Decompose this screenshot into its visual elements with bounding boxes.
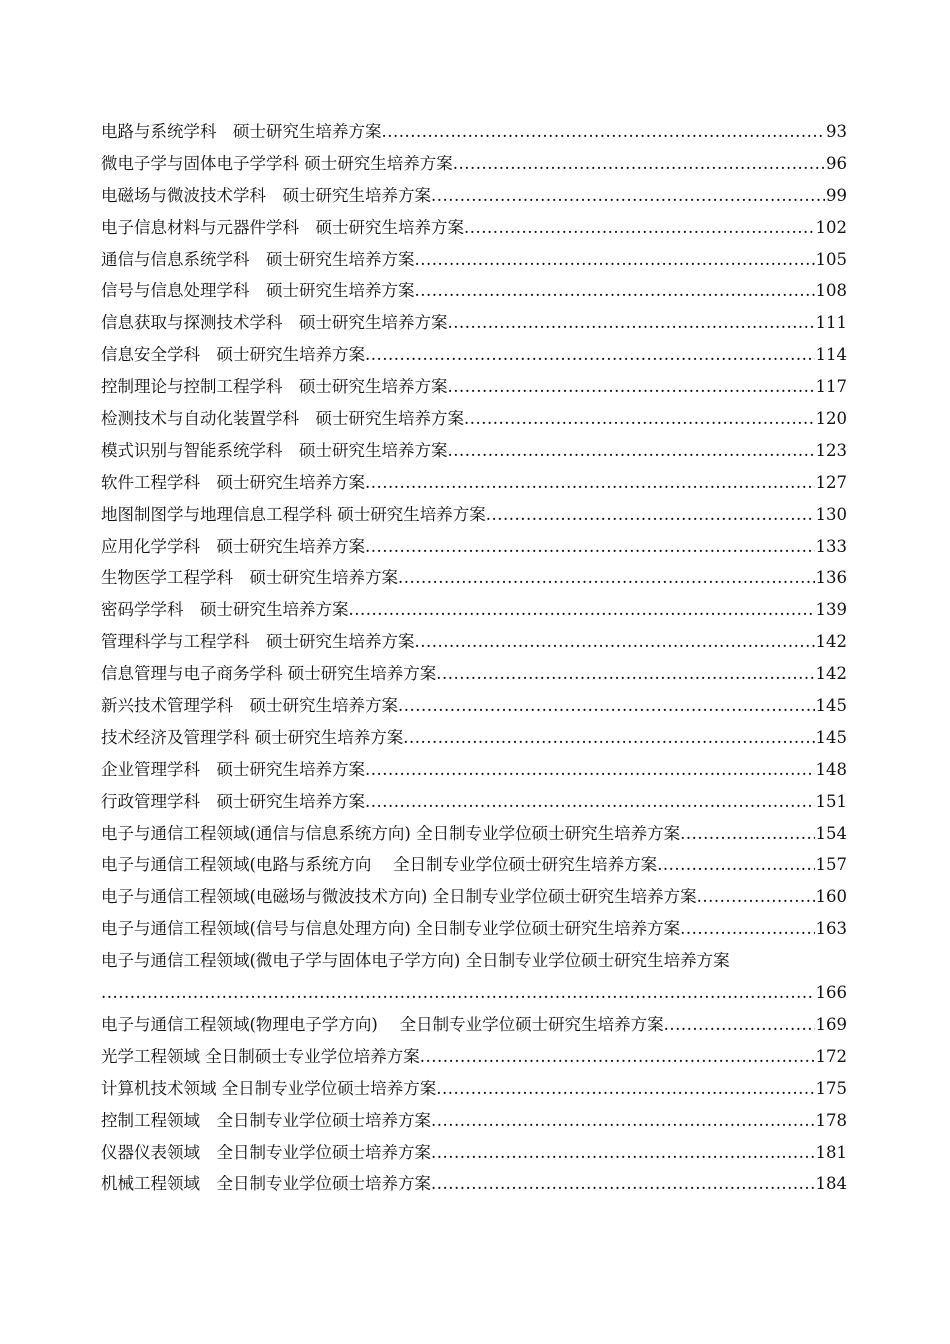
toc-entry-page: 123 [815, 440, 847, 460]
toc-entry-title: 生物医学工程学科 硕士研究生培养方案 [101, 568, 398, 588]
toc-leader-dots [448, 371, 815, 403]
toc-entry[interactable] [101, 467, 847, 499]
toc-leader-dots [680, 913, 814, 945]
toc-leader-dots [431, 180, 825, 212]
toc-entry-title: 控制理论与控制工程学科 硕士研究生培养方案 [101, 377, 448, 397]
toc-leader-dots [680, 818, 814, 850]
toc-entry[interactable] [101, 1137, 847, 1169]
toc-entry-title: 检测技术与自动化装置学科 硕士研究生培养方案 [101, 409, 464, 429]
toc-leader-dots [365, 786, 815, 818]
toc-entry[interactable] [101, 244, 847, 276]
toc-entry[interactable] [101, 1041, 847, 1073]
toc-entry[interactable] [101, 658, 847, 690]
toc-entry-page: 154 [815, 823, 847, 843]
toc-entry-title: 光学工程领域 全日制硕士专业学位培养方案 [101, 1046, 420, 1066]
toc-leader-dots [431, 1137, 815, 1169]
toc-entry-page: 181 [815, 1142, 847, 1162]
toc-leader-dots [436, 658, 814, 690]
toc-entry-title: 计算机技术领域 全日制专业学位硕士培养方案 [101, 1078, 437, 1098]
toc-entry-page: 136 [815, 568, 847, 588]
toc-entry[interactable] [101, 722, 847, 754]
toc-entry-title: 行政管理学科 硕士研究生培养方案 [101, 791, 365, 811]
toc-entry-page: 178 [815, 1110, 847, 1130]
toc-leader-dots [431, 1105, 815, 1137]
toc-leader-dots [365, 467, 815, 499]
toc-entry-title: 电路与系统学科 硕士研究生培养方案 [101, 122, 382, 141]
toc-entry-page: 145 [815, 696, 847, 716]
toc-entry-title: 电子与通信工程领域(微电子学与固体电子学方向) 全日制专业学位硕士研究生培养方案 [101, 951, 730, 971]
toc-entry-title: 控制工程领域 全日制专业学位硕士培养方案 [101, 1110, 431, 1130]
toc-entry-page: 166 [815, 983, 847, 1003]
toc-entry-title: 电子信息材料与元器件学科 硕士研究生培养方案 [101, 217, 464, 237]
toc-entry-page: 96 [826, 153, 847, 173]
toc-leader-dots [448, 307, 815, 339]
toc-entry[interactable] [101, 180, 847, 212]
toc-entry-title: 技术经济及管理学科 硕士研究生培养方案 [101, 727, 404, 747]
toc-entry-page: 151 [815, 791, 847, 811]
toc-entry-page: 145 [815, 727, 847, 747]
table-of-contents [101, 116, 847, 1200]
toc-entry-page: 111 [815, 313, 847, 333]
toc-entry-title: 信息管理与电子商务学科 硕士研究生培养方案 [101, 664, 437, 684]
toc-entry[interactable] [101, 754, 847, 786]
toc-entry[interactable] [101, 275, 847, 307]
toc-leader-dots [398, 690, 815, 722]
toc-entry-title: 地图制图学与地理信息工程学科 硕士研究生培养方案 [101, 504, 486, 524]
toc-leader-dots [101, 977, 815, 1009]
toc-entry[interactable] [101, 626, 847, 658]
toc-leader-dots [365, 531, 815, 563]
toc-leader-dots [486, 499, 815, 531]
toc-entry-page: 133 [815, 536, 847, 556]
toc-entry-page: 142 [815, 632, 847, 652]
toc-leader-dots [365, 339, 815, 371]
toc-entry-title: 电子与通信工程领域(信号与信息处理方向) 全日制专业学位硕士研究生培养方案 [101, 919, 681, 939]
toc-leader-dots [453, 148, 825, 180]
toc-entry[interactable] [101, 212, 847, 244]
toc-entry-page: 148 [815, 759, 847, 779]
toc-entry-page: 114 [815, 345, 847, 365]
toc-entry[interactable] [101, 690, 847, 722]
toc-entry[interactable] [101, 339, 847, 371]
toc-leader-dots [403, 722, 814, 754]
toc-entry-title: 密码学学科 硕士研究生培养方案 [101, 600, 349, 620]
toc-leader-dots [697, 881, 815, 913]
toc-entry-title: 机械工程领域 全日制专业学位硕士培养方案 [101, 1174, 431, 1194]
toc-entry-page: 117 [815, 377, 847, 397]
toc-leader-dots [365, 754, 815, 786]
toc-leader-dots [464, 403, 815, 435]
toc-entry-page: 130 [815, 504, 847, 524]
toc-entry-page: 127 [815, 472, 847, 492]
toc-entry[interactable] [101, 881, 847, 913]
toc-entry-page: 93 [826, 122, 847, 141]
toc-entry-title: 电子与通信工程领域(物理电子学方向) 全日制专业学位硕士研究生培养方案 [101, 1014, 664, 1034]
toc-entry[interactable] [101, 849, 847, 881]
toc-entry[interactable] [101, 562, 847, 594]
toc-entry-title: 管理科学与工程学科 硕士研究生培养方案 [101, 632, 415, 652]
toc-entry-page: 142 [815, 664, 847, 684]
toc-entry[interactable] [101, 307, 847, 339]
toc-entry-title: 新兴技术管理学科 硕士研究生培养方案 [101, 696, 398, 716]
toc-entry-title: 信号与信息处理学科 硕士研究生培养方案 [101, 281, 415, 301]
toc-entry[interactable] [101, 531, 847, 563]
toc-entry[interactable] [101, 818, 847, 850]
toc-entry[interactable] [101, 1105, 847, 1137]
toc-entry[interactable] [101, 499, 847, 531]
toc-leader-dots [464, 212, 815, 244]
toc-entry-title: 信息获取与探测技术学科 硕士研究生培养方案 [101, 313, 448, 333]
toc-leader-dots [664, 1009, 815, 1041]
toc-entry[interactable] [101, 116, 847, 148]
toc-entry[interactable] [101, 371, 847, 403]
toc-leader-dots [415, 626, 815, 658]
toc-entry-title: 通信与信息系统学科 硕士研究生培养方案 [101, 249, 415, 269]
toc-leader-dots [415, 244, 815, 276]
toc-entry-title: 信息安全学科 硕士研究生培养方案 [101, 345, 365, 365]
toc-entry[interactable] [101, 1168, 847, 1200]
toc-entry-page: 102 [815, 217, 847, 237]
toc-entry[interactable] [101, 594, 847, 626]
toc-leader-dots [431, 1168, 815, 1200]
toc-entry-page: 184 [815, 1174, 847, 1194]
toc-entry-title: 电子与通信工程领域(电路与系统方向 全日制专业学位硕士研究生培养方案 [101, 855, 658, 875]
toc-entry-title: 企业管理学科 硕士研究生培养方案 [101, 759, 365, 779]
toc-leader-dots [420, 1041, 815, 1073]
toc-entry-page: 120 [815, 409, 847, 429]
toc-entry-title: 电子与通信工程领域(通信与信息系统方向) 全日制专业学位硕士研究生培养方案 [101, 823, 681, 843]
toc-leader-dots [398, 562, 815, 594]
toc-entry-page: 157 [815, 855, 847, 875]
toc-entry-title: 电磁场与微波技术学科 硕士研究生培养方案 [101, 185, 431, 205]
toc-entry-page: 105 [815, 249, 847, 269]
toc-entry[interactable] [101, 786, 847, 818]
toc-entry[interactable] [101, 435, 847, 467]
toc-entry-title: 模式识别与智能系统学科 硕士研究生培养方案 [101, 440, 448, 460]
toc-leader-dots [657, 849, 814, 881]
toc-entry-page: 163 [815, 919, 847, 939]
toc-leader-dots [349, 594, 815, 626]
toc-entry-page: 169 [815, 1014, 847, 1034]
toc-entry[interactable] [101, 148, 847, 180]
toc-leader-dots [448, 435, 815, 467]
toc-entry[interactable] [101, 1073, 847, 1105]
toc-entry-page: 99 [826, 185, 847, 205]
toc-entry-title: 应用化学学科 硕士研究生培养方案 [101, 536, 365, 556]
toc-leader-dots [382, 116, 826, 148]
toc-entry-title: 微电子学与固体电子学学科 硕士研究生培养方案 [101, 153, 453, 173]
toc-entry[interactable] [101, 1009, 847, 1041]
toc-entry[interactable] [101, 403, 847, 435]
toc-entry-page: 160 [815, 887, 847, 907]
toc-leader-dots [436, 1073, 814, 1105]
toc-entry-page: 172 [815, 1046, 847, 1066]
toc-entry-page: 139 [815, 600, 847, 620]
toc-entry-title: 软件工程学科 硕士研究生培养方案 [101, 472, 365, 492]
toc-entry-page: 108 [815, 281, 847, 301]
toc-leader-dots [415, 275, 815, 307]
toc-entry[interactable] [101, 945, 847, 1009]
toc-entry-page: 175 [815, 1078, 847, 1098]
toc-entry[interactable] [101, 913, 847, 945]
toc-entry-title: 仪器仪表领域 全日制专业学位硕士培养方案 [101, 1142, 431, 1162]
toc-entry-title: 电子与通信工程领域(电磁场与微波技术方向) 全日制专业学位硕士研究生培养方案 [101, 887, 697, 907]
